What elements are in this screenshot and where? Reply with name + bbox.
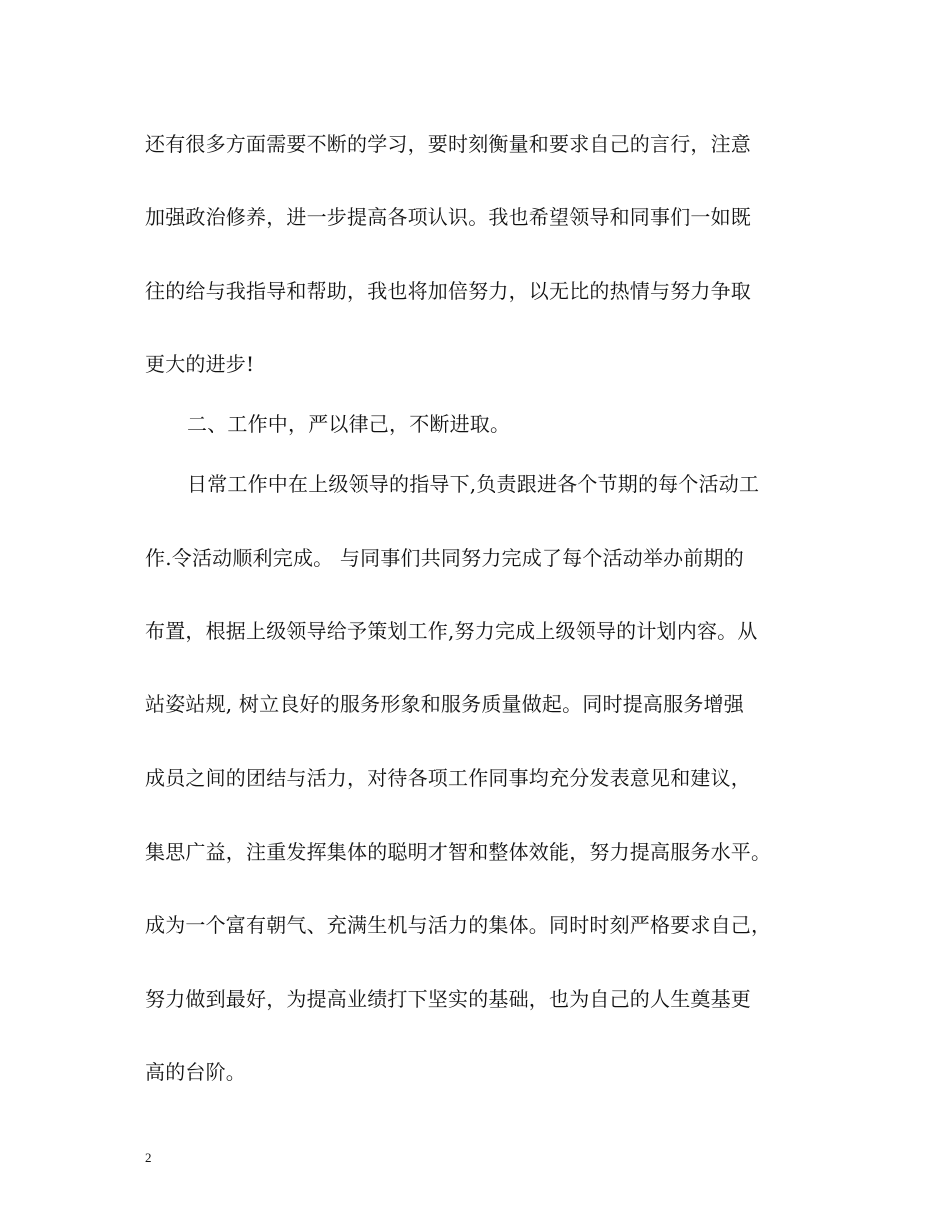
paragraph-line-5: 日常工作中在上级领导的指导下,负责跟进各个节期的每个活动工 [187, 472, 760, 496]
paragraph-line-3: 往的给与我指导和帮助，我也将加倍努力，以无比的热情与努力争取 [145, 279, 751, 303]
paragraph-line-10: 集思广益，注重发挥集体的聪明才智和整体效能，努力提高服务水平。 [145, 840, 772, 864]
paragraph-line-11: 成为一个富有朝气、充满生机与活力的集体。同时时刻严格要求自己， [145, 913, 772, 937]
paragraph-line-4: 更大的进步! [145, 352, 255, 376]
paragraph-line-6: 作.令活动顺利完成。 与同事们共同努力完成了每个活动举办前期的 [145, 546, 744, 570]
paragraph-line-12: 努力做到最好，为提高业绩打下坚实的基础，也为自己的人生奠基更 [145, 987, 751, 1011]
section-heading: 二、工作中，严以律己，不断进取。 [187, 412, 511, 436]
page-number: 2 [145, 1150, 152, 1165]
paragraph-line-9: 成员之间的团结与活力，对待各项工作同事均充分发表意见和建议， [145, 766, 751, 790]
paragraph-line-2: 加强政治修养，进一步提高各项认识。我也希望领导和同事们一如既 [145, 205, 751, 229]
paragraph-line-13: 高的台阶。 [145, 1060, 246, 1084]
paragraph-line-8: 站姿站规, 树立良好的服务形象和服务质量做起。同时提高服务增强 [145, 692, 744, 716]
paragraph-line-7: 布置，根据上级领导给予策划工作,努力完成上级领导的计划内容。从 [145, 619, 758, 643]
paragraph-line-1: 还有很多方面需要不断的学习，要时刻衡量和要求自己的言行，注意 [145, 132, 751, 156]
